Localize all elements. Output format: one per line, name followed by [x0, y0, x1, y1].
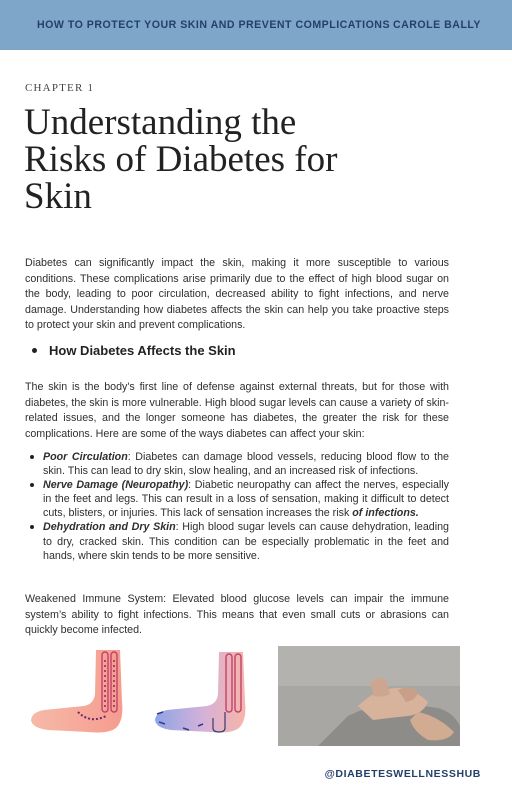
list-item-term: Dehydration and Dry Skin [43, 521, 176, 534]
list-item [25, 478, 449, 520]
chapter-title: Understanding the Risks of Diabetes for Skin [24, 102, 338, 217]
list-item [25, 520, 449, 562]
effects-list [25, 450, 449, 563]
list-item-emphasis: of infections. [352, 507, 419, 520]
body-paragraph: The skin is the body's first line of defense against external threats, but for those with diabetes, the skin is more vulnerable. High blood sugar levels can cause a variety of skin-related issues, and the longer someone has diabetes, the greater the risk for these complications. Here are some of the ways diabetes can affect your skin: [25, 381, 449, 440]
section-heading [32, 343, 236, 358]
book-title: HOW TO PROTECT YOUR SKIN AND PREVENT COMPLICATIONS [37, 19, 391, 31]
page-header [0, 0, 512, 50]
intro-paragraph: Diabetes can significantly impact the skin, making it more susceptible to various conditions. These complications arise primarily due to the effect of high blood sugar on the body, leading to poor circulation, decreased ability to fight infections, and nerve damage. Understanding how diabetes affects the skin can help you take proactive steps to protect your skin and prevent complications. [25, 257, 449, 332]
list-item-text: : Diabetic neuropathy can affect the nerves, especially in the feet and legs. This can result in a loss of sensation, making it difficult to detect cuts, blisters, or injuries. This lack of sensation increases the risk [43, 479, 449, 520]
list-item-text: : High blood sugar levels can cause dehydration, leading to dry, cracked skin. This condition can be especially problematic in the feet and hands, where skin tends to be more sensitive. [43, 521, 449, 562]
section-heading-text: How Diabetes Affects the Skin [49, 343, 236, 358]
list-item-text: : Diabetes can damage blood vessels, reducing blood flow to the skin. This can lead to dry skin, slow healing, and an increased risk of infections. [43, 451, 449, 478]
foot-neuropathy-illustration [153, 652, 273, 737]
bullet-icon [32, 348, 37, 353]
social-handle: @DIABETESWELLNESSHUB [324, 768, 481, 780]
chapter-label: CHAPTER 1 [25, 82, 95, 94]
list-item [25, 450, 449, 478]
hands-photo [278, 646, 460, 746]
immune-paragraph: Weakened Immune System: Elevated blood glucose levels can impair the immune system’s ability to fight infections. This means that even small cuts or abrasions can quickly become infected. [25, 593, 449, 637]
list-item-term: Nerve Damage (Neuropathy) [43, 479, 189, 492]
author-name: CAROLE BALLY [392, 19, 481, 31]
foot-circulation-illustration [28, 650, 150, 738]
list-item-term: Poor Circulation [43, 451, 128, 463]
